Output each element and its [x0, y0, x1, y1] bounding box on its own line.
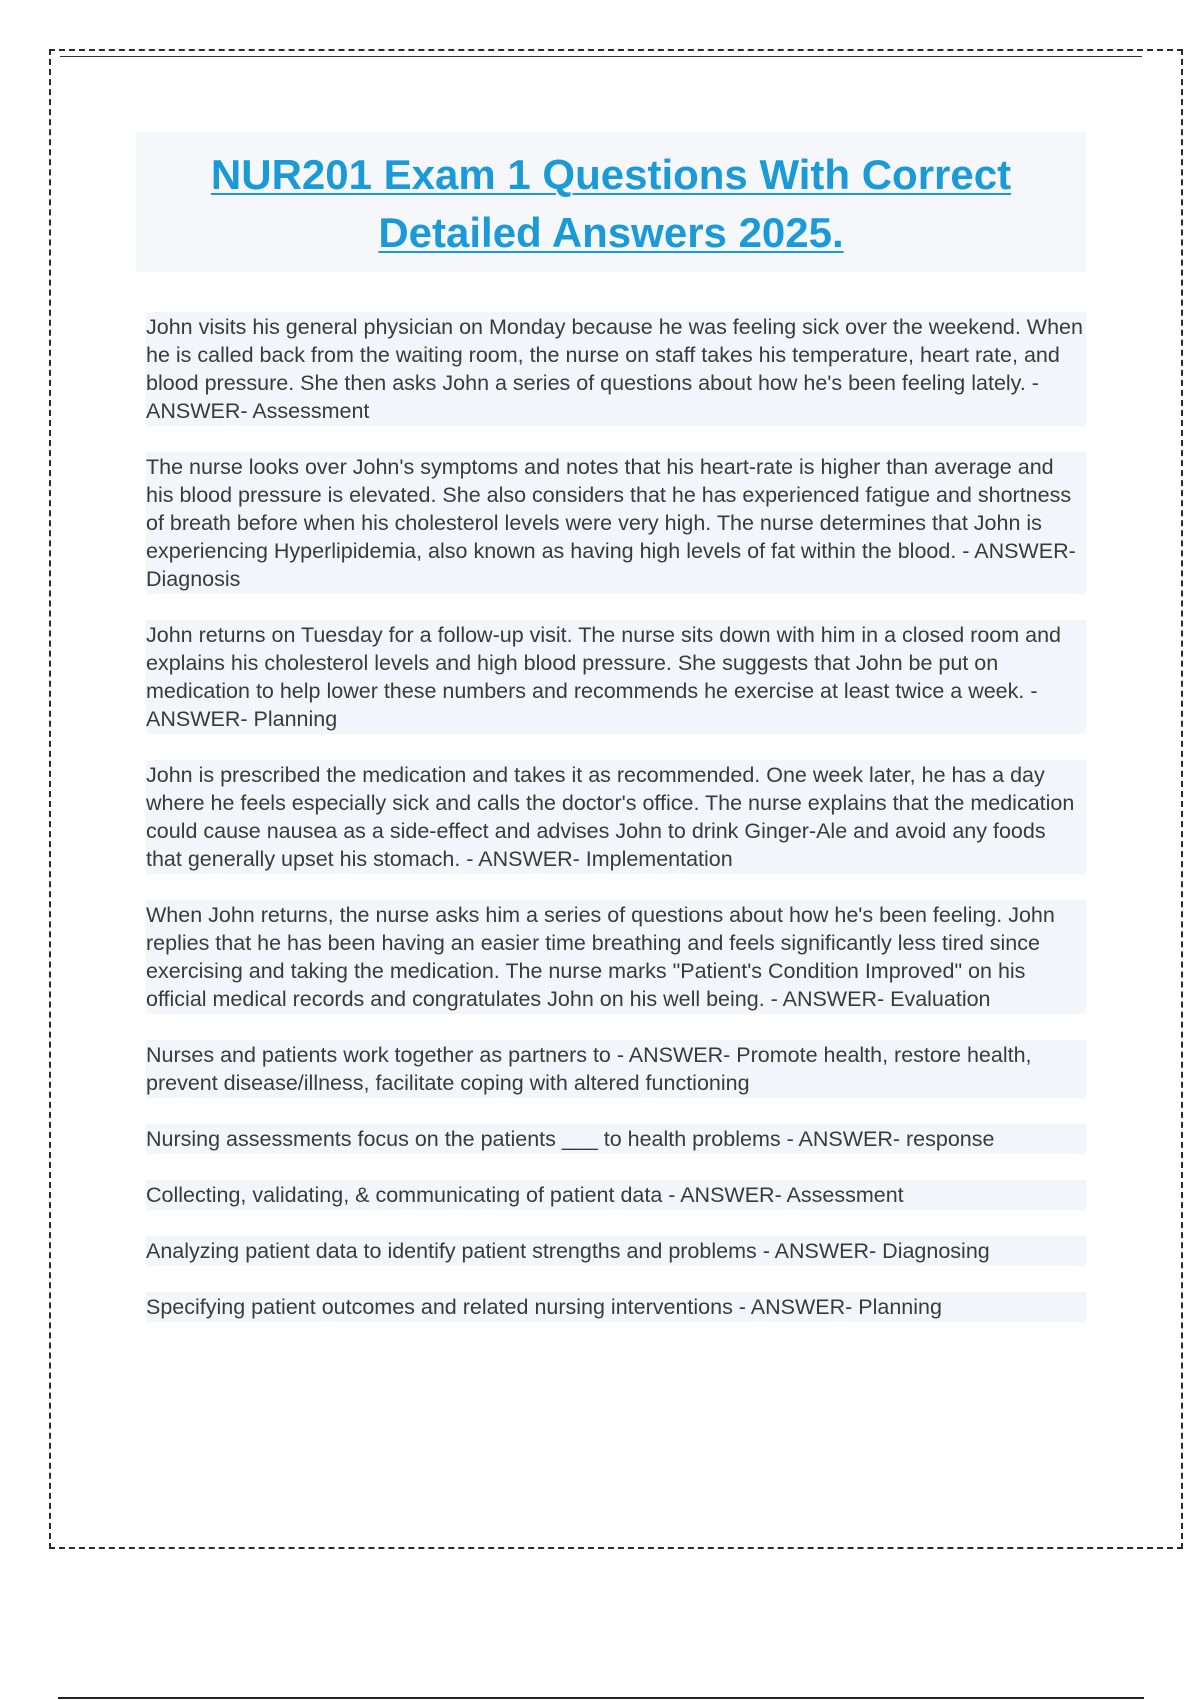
question-item: When John returns, the nurse asks him a series of questions about how he's been feeling. John replies that he has been having an easier time breathing and feels significantly less tired since exercising and taking the medication. The nurse marks "Patient's Condition Improved" on his official medical records and congratulates John on his well being. - ANSWER- Evaluation: [146, 900, 1086, 1014]
question-item: Nurses and patients work together as partners to - ANSWER- Promote health, restore health, prevent disease/illness, facilitate coping with altered functioning: [146, 1040, 1086, 1098]
question-item: John is prescribed the medication and takes it as recommended. One week later, he has a day where he feels especially sick and calls the doctor's office. The nurse explains that the medication could cause nausea as a side-effect and advises John to drink Ginger-Ale and avoid any foods that generally upset his stomach. - ANSWER- Implementation: [146, 760, 1086, 874]
question-item: The nurse looks over John's symptoms and notes that his heart-rate is higher than average and his blood pressure is elevated. She also considers that he has experienced fatigue and shortness of breath before when his cholesterol levels were very high. The nurse determines that John is experiencing Hyperlipidemia, also known as having high levels of fat within the blood. - ANSWER- Diagnosis: [146, 452, 1086, 594]
question-list: [146, 312, 1086, 1348]
page-title: NUR201 Exam 1 Questions With Correct Detailed Answers 2025.: [210, 151, 1012, 256]
question-item: Analyzing patient data to identify patient strengths and problems - ANSWER- Diagnosing: [146, 1236, 1086, 1266]
question-item: Specifying patient outcomes and related nursing interventions - ANSWER- Planning: [146, 1292, 1086, 1322]
title-block: [136, 132, 1086, 272]
question-item: John returns on Tuesday for a follow-up visit. The nurse sits down with him in a closed room and explains his cholesterol levels and high blood pressure. She suggests that John be put on medication to help lower these numbers and recommends he exercise at least twice a week. - ANSWER- Planning: [146, 620, 1086, 734]
question-item: Nursing assessments focus on the patients ___ to health problems - ANSWER- response: [146, 1124, 1086, 1154]
question-item: John visits his general physician on Monday because he was feeling sick over the weekend. When he is called back from the waiting room, the nurse on staff takes his temperature, heart rate, and blood pressure. She then asks John a series of questions about how he's been feeling lately. - ANSWER- Assessment: [146, 312, 1086, 426]
bottom-divider: [58, 1697, 1144, 1699]
question-item: Collecting, validating, & communicating of patient data - ANSWER- Assessment: [146, 1180, 1086, 1210]
